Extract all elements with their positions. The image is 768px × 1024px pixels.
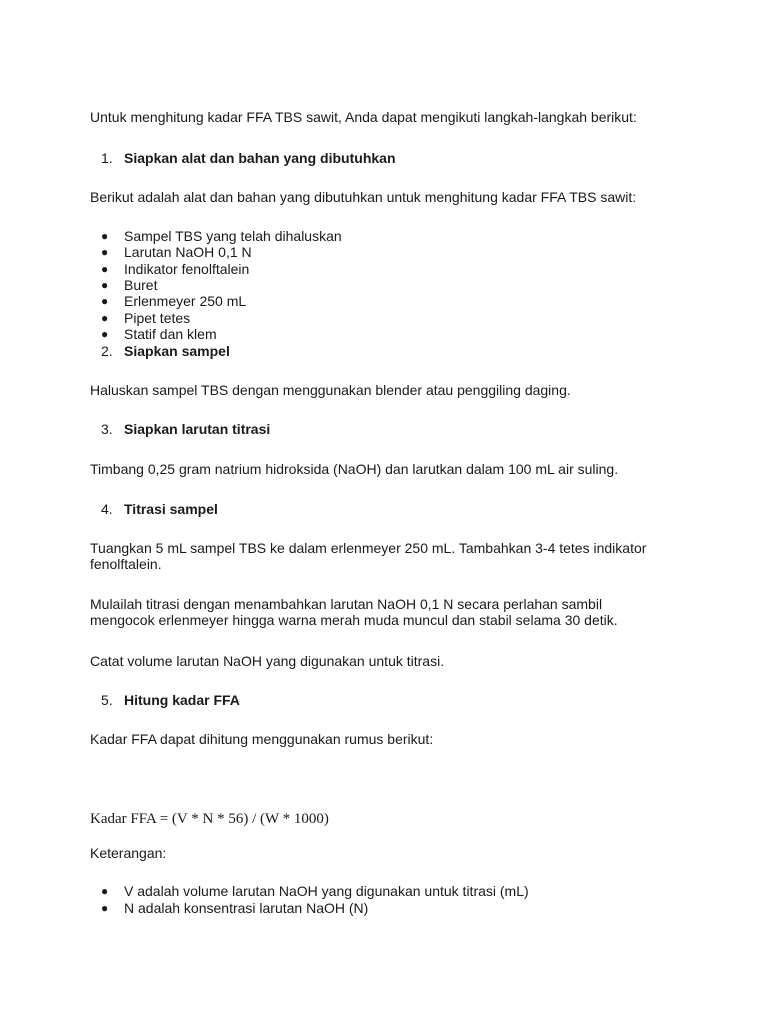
intro-text: Untuk menghitung kadar FFA TBS sawit, Anda dapat mengikuti langkah-langkah berikut: [90, 109, 637, 125]
material-item: Indikator fenolftalein [124, 261, 250, 277]
step-4-paragraph-2-line-2: mengocok erlenmeyer hingga warna merah muda muncul dan stabil selama 30 detik. [90, 612, 618, 628]
step-4-title: Titrasi sampel [124, 501, 218, 517]
material-item: Erlenmeyer 250 mL [124, 293, 247, 309]
material-item: Pipet tetes [124, 310, 191, 326]
step-4-paragraph-1-line-1: Tuangkan 5 mL sampel TBS ke dalam erlenmeyer 250 mL. Tambahkan 3-4 tetes indikator [90, 540, 647, 556]
step-4-paragraph-1-line-2: fenolftalein. [90, 556, 162, 572]
step-1-title: Siapkan alat dan bahan yang dibutuhkan [124, 150, 396, 166]
material-item: Sampel TBS yang telah dihaluskan [124, 228, 342, 244]
step-2-description: Haluskan sampel TBS dengan menggunakan blender atau penggiling daging. [90, 382, 571, 398]
step-3-description: Timbang 0,25 gram natrium hidroksida (NaOH) dan larutkan dalam 100 mL air suling. [90, 461, 619, 477]
formula: Kadar FFA = (V * N * 56) / (W * 1000) [90, 811, 329, 827]
notes-label: Keterangan: [90, 845, 167, 861]
step-2-title: Siapkan sampel [124, 343, 230, 359]
step-2-number: 2. [101, 343, 113, 359]
bullet-icon: ● [101, 245, 109, 259]
note-item: N adalah konsentrasi larutan NaOH (N) [124, 900, 369, 916]
step-3-title: Siapkan larutan titrasi [124, 421, 271, 437]
material-item: Statif dan klem [124, 326, 217, 342]
step-1-number: 1. [101, 150, 113, 166]
step-4-paragraph-3: Catat volume larutan NaOH yang digunakan untuk titrasi. [90, 653, 445, 669]
bullet-icon: ● [101, 294, 109, 308]
bullet-icon: ● [101, 311, 109, 325]
bullet-icon: ● [101, 901, 109, 915]
bullet-icon: ● [101, 262, 109, 276]
note-item: V adalah volume larutan NaOH yang digunakan untuk titrasi (mL) [124, 883, 529, 899]
step-5-title: Hitung kadar FFA [124, 692, 240, 708]
material-item: Buret [124, 277, 158, 293]
step-3-number: 3. [101, 421, 113, 437]
material-item: Larutan NaOH 0,1 N [124, 244, 252, 260]
bullet-icon: ● [101, 327, 109, 341]
step-5-number: 5. [101, 692, 113, 708]
step-1-description: Berikut adalah alat dan bahan yang dibutuhkan untuk menghitung kadar FFA TBS sawit: [90, 189, 637, 205]
bullet-icon: ● [101, 884, 109, 898]
step-4-number: 4. [101, 501, 113, 517]
bullet-icon: ● [101, 278, 109, 292]
step-4-paragraph-2-line-1: Mulailah titrasi dengan menambahkan larutan NaOH 0,1 N secara perlahan sambil [90, 596, 603, 612]
step-5-description: Kadar FFA dapat dihitung menggunakan rumus berikut: [90, 731, 434, 747]
bullet-icon: ● [101, 229, 109, 243]
